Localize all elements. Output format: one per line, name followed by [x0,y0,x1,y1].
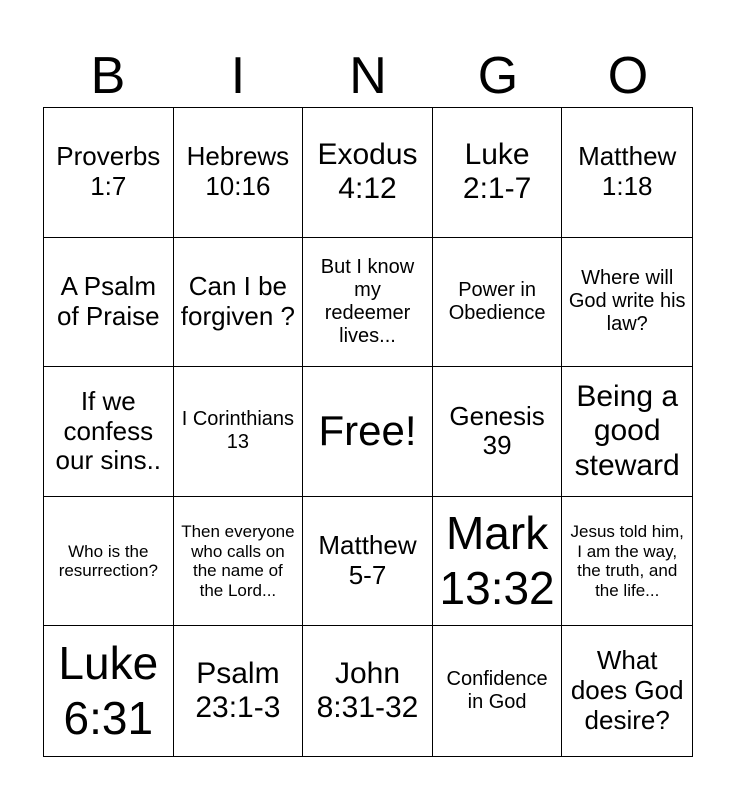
bingo-cell[interactable]: Can I be forgiven ? [174,238,304,368]
bingo-cell[interactable]: But I know my redeemer lives... [303,238,433,368]
bingo-cell[interactable]: What does God desire? [570,645,684,736]
bingo-cell[interactable]: Psalm 23:1-3 [174,626,304,756]
header-letter-i: I [230,47,246,105]
bingo-board [43,107,693,757]
header-letter-b: B [90,47,126,105]
bingo-header [43,45,693,107]
bingo-cell[interactable]: Luke 6:31 [44,626,174,756]
bingo-cell[interactable]: Power in Obedience [433,238,563,368]
bingo-cell[interactable]: Mark 13:32 [433,497,563,627]
bingo-cell[interactable]: Genesis 39 [433,367,563,497]
bingo-cell[interactable]: Hebrews 10:16 [174,108,304,238]
bingo-cell[interactable]: Luke 2:1-7 [433,108,563,238]
bingo-cell[interactable]: I Corinthians 13 [174,367,304,497]
bingo-cell[interactable]: A Psalm of Praise [44,238,174,368]
bingo-cell[interactable]: Confidence in God [433,626,563,756]
bingo-cell[interactable]: Who is the resurrection? [44,497,174,627]
header-letter-g: G [477,47,519,105]
bingo-cell[interactable]: Then everyone who calls on the name of the Lord... [174,497,304,627]
bingo-cell[interactable]: Jesus told him, I am the way, the truth, and the life... [562,497,692,627]
header-letter-n: N [349,47,387,105]
bingo-cell[interactable]: Matthew 1:18 [562,108,692,238]
bingo-cell[interactable]: Being a good steward [562,367,692,497]
free-space-cell[interactable]: Free! [303,367,433,497]
bingo-cell[interactable]: If we confess our sins.. [44,367,174,497]
bingo-cell[interactable]: Exodus 4:12 [303,108,433,238]
bingo-cell[interactable]: Proverbs 1:7 [44,108,174,238]
bingo-cell[interactable]: Where will God write his law? [562,238,692,368]
bingo-cell[interactable]: John 8:31-32 [303,626,433,756]
header-letter-o: O [607,47,649,105]
bingo-cell[interactable]: Matthew 5-7 [303,497,433,627]
